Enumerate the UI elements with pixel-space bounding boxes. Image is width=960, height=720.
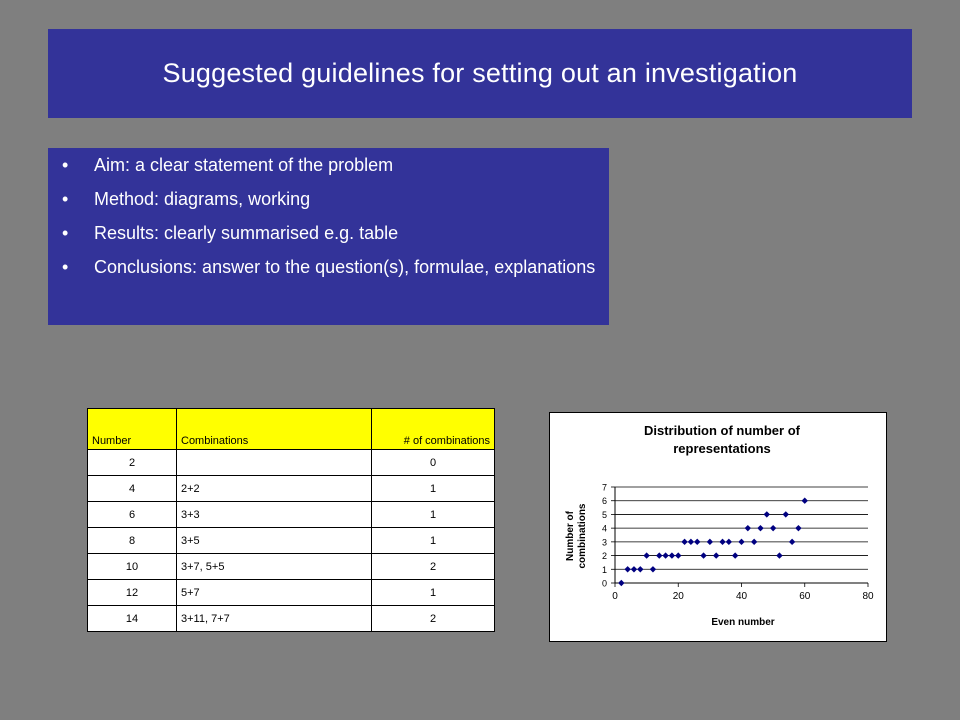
cell-combinations: 3+7, 5+5 [177, 554, 372, 580]
data-point [757, 525, 763, 531]
cell-number: 12 [88, 580, 177, 606]
x-tick-label: 0 [612, 591, 618, 602]
y-tick-label: 6 [601, 496, 607, 507]
bullet-text: Results: clearly summarised e.g. table [94, 223, 399, 243]
table-row [88, 554, 495, 580]
bullet-conclusions [62, 256, 599, 278]
cell-count: 1 [372, 528, 495, 554]
x-axis-label: Even number [711, 617, 775, 628]
cell-number: 4 [88, 476, 177, 502]
header-count: # of combinations [372, 409, 495, 450]
y-tick-label: 1 [601, 564, 607, 575]
data-point [770, 525, 776, 531]
chart-title-line-2: representations [673, 441, 771, 456]
cell-combinations: 5+7 [177, 580, 372, 606]
cell-number: 10 [88, 554, 177, 580]
data-point [738, 539, 744, 545]
bullet-text: Conclusions: answer to the question(s), formulae, explanations [94, 257, 596, 277]
cell-number: 2 [88, 450, 177, 476]
data-point [789, 539, 795, 545]
data-point [650, 566, 656, 572]
data-point [802, 498, 808, 504]
title-banner [48, 29, 912, 118]
bullet-results [62, 222, 599, 244]
cell-count: 2 [372, 554, 495, 580]
table-row [88, 476, 495, 502]
data-point [624, 566, 630, 572]
data-point [637, 566, 643, 572]
data-point [681, 539, 687, 545]
data-point [669, 552, 675, 558]
table-header-row [88, 409, 495, 450]
x-tick-label: 60 [799, 591, 811, 602]
distribution-chart [549, 412, 887, 642]
header-number: Number [88, 409, 177, 450]
cell-combinations [177, 450, 372, 476]
data-point [656, 552, 662, 558]
cell-count: 1 [372, 580, 495, 606]
y-tick-label: 5 [601, 509, 607, 520]
data-point [764, 511, 770, 517]
bullet-dot: • [62, 189, 69, 209]
cell-combinations: 3+11, 7+7 [177, 606, 372, 632]
x-tick-label: 80 [862, 591, 874, 602]
y-tick-label: 7 [601, 482, 607, 493]
data-point [795, 525, 801, 531]
data-point [719, 539, 725, 545]
data-point [618, 580, 624, 586]
cell-combinations: 2+2 [177, 476, 372, 502]
header-combinations: Combinations [177, 409, 372, 450]
data-point [713, 552, 719, 558]
data-point [783, 511, 789, 517]
data-point [694, 539, 700, 545]
data-point [776, 552, 782, 558]
data-point [631, 566, 637, 572]
y-tick-label: 2 [601, 551, 607, 562]
chart-title-line-1: Distribution of number of [644, 423, 800, 438]
cell-combinations: 3+5 [177, 528, 372, 554]
y-tick-label: 0 [601, 578, 607, 589]
chart-canvas [550, 413, 886, 641]
y-tick-label: 4 [601, 523, 607, 534]
y-axis-label-line-2: combinations [577, 503, 588, 569]
bullet-aim [62, 154, 599, 176]
table-row [88, 606, 495, 632]
y-tick-label: 3 [601, 537, 607, 548]
cell-count: 2 [372, 606, 495, 632]
cell-number: 8 [88, 528, 177, 554]
bullet-text: Method: diagrams, working [94, 189, 311, 209]
slide-title: Suggested guidelines for setting out an investigation [162, 58, 798, 88]
table-row [88, 528, 495, 554]
data-point [688, 539, 694, 545]
table-row [88, 580, 495, 606]
bullet-dot: • [62, 257, 69, 277]
data-point [662, 552, 668, 558]
guidelines-list [62, 154, 599, 278]
data-point [675, 552, 681, 558]
combinations-table [87, 408, 495, 632]
x-tick-label: 20 [672, 591, 684, 602]
guidelines-panel [48, 148, 609, 325]
cell-count: 1 [372, 502, 495, 528]
data-point [707, 539, 713, 545]
cell-number: 14 [88, 606, 177, 632]
bullet-method [62, 188, 599, 210]
y-axis-label-line-1: Number of [565, 511, 576, 561]
cell-number: 6 [88, 502, 177, 528]
bullet-text: Aim: a clear statement of the problem [94, 155, 394, 175]
data-point [751, 539, 757, 545]
bullet-dot: • [62, 155, 69, 175]
data-point [700, 552, 706, 558]
x-tick-label: 40 [735, 591, 748, 602]
data-point [726, 539, 732, 545]
cell-count: 1 [372, 476, 495, 502]
table-row [88, 450, 495, 476]
data-point [732, 552, 738, 558]
data-point [643, 552, 649, 558]
bullet-dot: • [62, 223, 69, 243]
cell-combinations: 3+3 [177, 502, 372, 528]
data-point [745, 525, 751, 531]
cell-count: 0 [372, 450, 495, 476]
table-row [88, 502, 495, 528]
